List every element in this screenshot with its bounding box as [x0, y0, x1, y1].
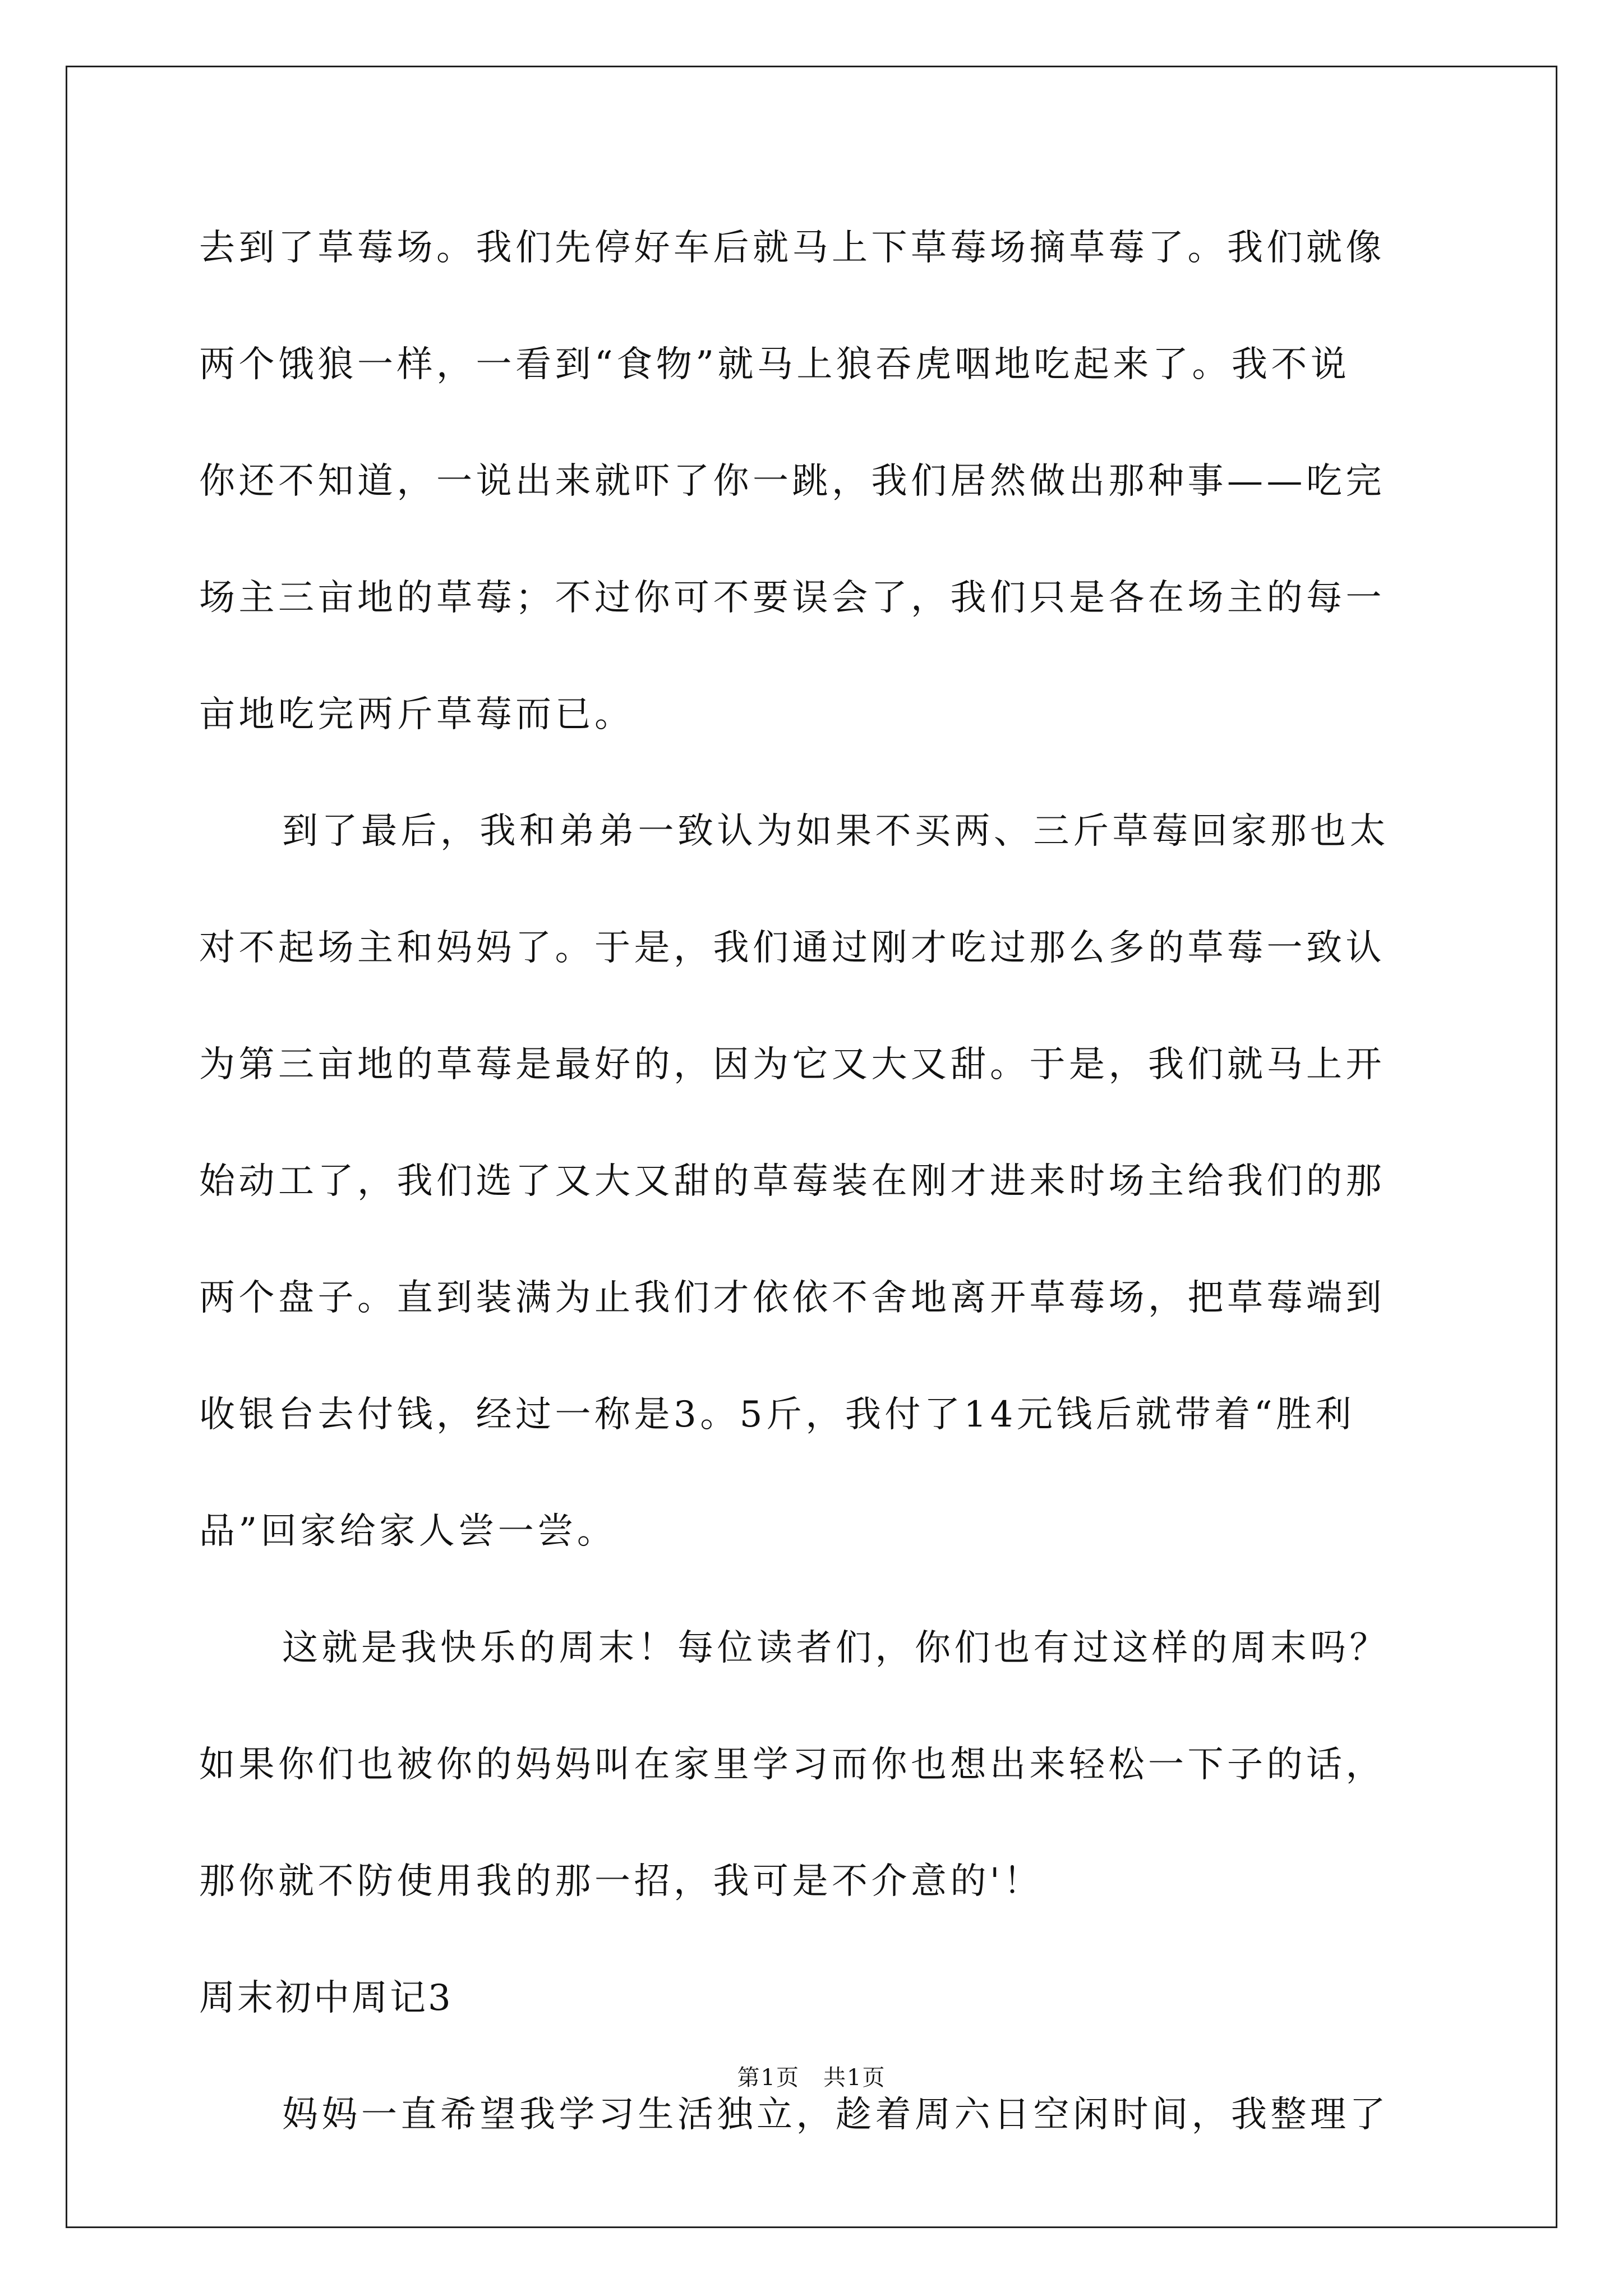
- paragraph-line: 两个饿狼一样，一看到“食物”就马上狼吞虎咽地吃起来了。我不说: [199, 344, 1350, 385]
- paragraph-line: 那你就不防使用我的那一招，我可是不介意的'！: [199, 1861, 1043, 1902]
- paragraph-line: 场主三亩地的草莓；不过你可不要误会了，我们只是各在场主的每一: [199, 577, 1385, 619]
- paragraph-line: 去到了草莓场。我们先停好车后就马上下草莓场摘草莓了。我们就像: [199, 227, 1385, 269]
- paragraph-line: 到了最后，我和弟弟一致认为如果不买两、三斤草莓回家那也太: [282, 811, 1389, 852]
- document-body: [199, 219, 1455, 2202]
- paragraph-line: 收银台去付钱，经过一称是3。5斤，我付了14元钱后就带着“胜利: [199, 1394, 1355, 1435]
- paragraph-line: 始动工了，我们选了又大又甜的草莓装在刚才进来时场主给我们的那: [199, 1161, 1385, 1202]
- paragraph-line: 对不起场主和妈妈了。于是，我们通过刚才吃过那么多的草莓一致认: [199, 927, 1385, 969]
- paragraph-line: 妈妈一直希望我学习生活独立，趁着周六日空闲时间，我整理了: [282, 2094, 1389, 2136]
- paragraph-line: 为第三亩地的草莓是最好的，因为它又大又甜。于是，我们就马上开: [199, 1044, 1385, 1085]
- section-heading: 周末初中周记3: [199, 1977, 453, 2019]
- paragraph-line: 这就是我快乐的周末！每位读者们，你们也有过这样的周末吗？: [282, 1627, 1389, 1669]
- paragraph-line: 品”回家给家人尝一尝。: [199, 1511, 617, 1552]
- paragraph-line: 如果你们也被你的妈妈叫在家里学习而你也想出来轻松一下子的话，: [199, 1744, 1385, 1786]
- paragraph-line: 亩地吃完两斤草莓而已。: [199, 694, 634, 735]
- paragraph-line: 你还不知道，一说出来就吓了你一跳，我们居然做出那种事——吃完: [199, 461, 1385, 502]
- page-number-footer: 第1页 共1页: [737, 2065, 886, 2091]
- paragraph-line: 两个盘子。直到装满为止我们才依依不舍地离开草莓场，把草莓端到: [199, 1277, 1385, 1319]
